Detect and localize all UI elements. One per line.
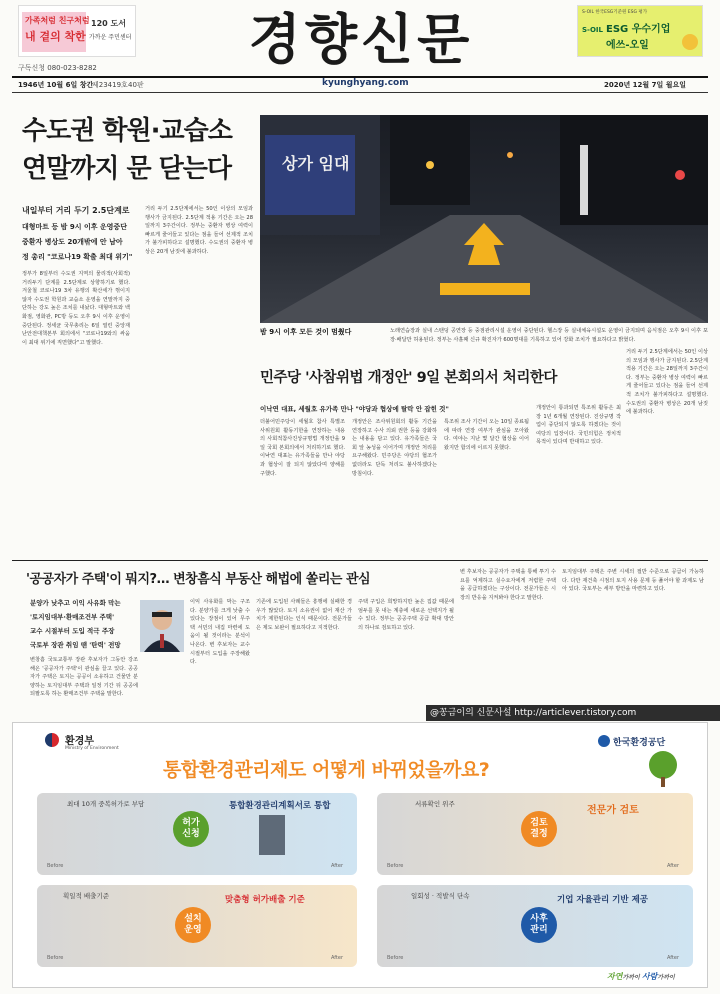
pill-3: 설치 운영	[175, 907, 211, 943]
issue-number: 제23419호	[92, 81, 128, 89]
after-4-title: 기업 자율관리 기반 제공	[557, 895, 648, 905]
env-ad-headline: 통합환경관리제도 어떻게 바뀌었을까요?	[163, 759, 490, 781]
story2-col1: 더불어민주당이 세월호 참사 특별조사위원회 활동기한을 연장하는 내용의 사회적참사진상규명법 개정안을 9일 국회 본회의에서 처리하기로 했다. 이낙연 대표는 유가족들을 만나 야당과 협상이 잘 되지 않았다며 양해를 구했다.	[260, 419, 345, 477]
street-night-illustration	[260, 115, 708, 323]
lead-headline-1: 수도권 학원·교습소	[22, 116, 232, 146]
pill-2: 검토 결정	[521, 811, 557, 847]
website-url[interactable]: kyunghyang.com	[322, 78, 409, 88]
story2-col5: 거리 두기 2.5단계에서는 50인 이상의 모임과 행사가 금지된다. 2.5단계 적용 기간은 오는 28일까지 3주간이다. 정부는 중환자 병상 여력이 빠르게 줄어들고 있다는 점을 들어 선제적 조치가 불가피하다고 설명했다. 수도권의 중환자 병상은 20개 남짓에 불과하다.	[626, 349, 708, 416]
before-label-3: Before	[47, 955, 64, 961]
story3-col3: 기존에 도입된 사례들은 흥행에 실패한 경우가 많았다. 토지 소유권이 없어 재산 가치가 제한된다는 인식 때문이다. 전문가들은 제도 보완이 필요하다고 지적한다.	[256, 599, 352, 631]
slogan	[607, 971, 675, 982]
environment-ad[interactable]	[12, 722, 708, 988]
soil-logo: S-OIL	[582, 26, 603, 34]
photo-caption: 밤 9시 이후 모든 것이 멈췄다	[260, 328, 352, 336]
pill-1: 허가 신청	[173, 811, 209, 847]
story3-col4: 주택 구입은 희망하지만 높은 집값 때문에 엄두를 못 내는 계층에 새로운 선택지가 될 수 있다. 정부는 공공주택 공급 확대 방안의 하나로 검토하고 있다.	[358, 599, 454, 631]
slogan-3: 사람	[641, 972, 658, 981]
slogan-2: 가까이	[622, 974, 642, 981]
before-label-2: Before	[387, 863, 404, 869]
issue-date: 2020년 12월 7일 월요일	[604, 81, 686, 89]
right-ad-top: S-OIL 한국ESG기준원 ESG 평가	[582, 10, 648, 15]
watermark	[426, 705, 720, 721]
lead-sub-3: 중환자 병상도 20개밖에 안 남아	[22, 238, 123, 246]
ministry-name: 환경부	[65, 736, 94, 747]
after-1-title: 통합환경관리계획서로 통합	[229, 801, 331, 811]
before-2-text: 서류확인 위주	[415, 800, 455, 808]
founded-date: 1946년 10월 6일 창간	[18, 81, 94, 89]
watermark-text: @꽁금이의 신문사설 http://articlever.tistory.com	[430, 708, 637, 718]
before-label-1: Before	[47, 863, 64, 869]
lead-body-col3: 노래연습장과 실내 스탠딩 공연장 등 중점관리시설 운영이 중단된다. 헬스장 등 실내체육시설도 운영이 금지되며 음식점은 오후 9시 이후 포장·배달만 허용된다. 정부는 사흘째 신규 확진자가 600명대를 기록하고 있어 강화 조치가 필요하다고 밝혔다.	[390, 328, 708, 343]
before-label-4: Before	[387, 955, 404, 961]
after-2-title: 전문가 검토	[587, 805, 639, 816]
agency-name: 한국환경공단	[613, 738, 666, 748]
story3-sub-4: 국토부 장관 취임 땐 '탄력' 전망	[30, 641, 121, 649]
story2-col4: 개정안이 통과되면 특조위 활동은 최장 1년 6개월 연장된다. 진상규명 작업이 중단되지 않도록 하겠다는 것이 여당의 입장이다. 국민의힘은 정치적 목적이 있다며 반대하고 있다.	[536, 405, 621, 446]
person-icon	[140, 600, 184, 652]
tree-icon	[649, 751, 677, 779]
after-3-title: 맞춤형 허가배출 기준	[225, 895, 305, 905]
story3-col1: 변창흠 국토교통부 장관 후보자가 그동안 강조해온 '공공자가 주택'이 관심을 끌고 있다. 공공자가 주택은 토지는 공공이 소유하고 건물만 분양하는 토지임대부 주택과 일정 기간 뒤 공공에 되팔도록 하는 환매조건부 주택을 말한다.	[30, 657, 138, 698]
right-ad-brand: 에쓰-오일	[606, 40, 649, 51]
before-1-text: 최대 10개 중복허가로 부담	[67, 800, 145, 808]
lead-headline-2: 연말까지 문 닫는다	[22, 154, 232, 184]
story3-headline: '공공자가 주택'이 뭐지?… 변창흠식 부동산 해법에 쏠리는 관심	[26, 572, 371, 587]
agency-logo-icon	[598, 735, 610, 747]
lead-body-col1: 정부가 8일부터 수도권 지역의 물리적(사회적) 거리두기 단계를 2.5단계로 상향하기로 했다. 겨울철 코로나19 3차 유행의 확산세가 꺾이지 않자 수도권 학원과 교습소 운영을 연말까지 중단하는 강도 높은 조치를 내놨다. 대형마트와 백화점, 영화관, PC방 등도 오후 9시 이후 운영이 중단된다. 정세균 국무총리는 6일 열린 중앙재난안전대책본부 회의에서 "코로나19와의 싸움이 최대 위기에 직면했다"고 말했다.	[22, 271, 130, 346]
story3-col6: 토지임대부 주택은 주변 시세의 절반 수준으로 공급이 가능하다. 다만 재건축 시점의 토지 사용 문제 등 풀어야 할 과제도 남아 있다. 국토부는 세부 방안을 마련하고 있다.	[562, 569, 704, 593]
building-icon	[259, 815, 285, 855]
lead-sub-1: 내일부터 거리 두기 2.5단계로	[22, 206, 130, 215]
edition-pages: 40판	[128, 81, 144, 89]
newspaper-masthead: 경향신문	[248, 7, 474, 71]
lead-photo	[260, 115, 708, 323]
after-label-3: After	[331, 955, 344, 961]
left-top-ad[interactable]	[18, 5, 136, 57]
tree-trunk	[661, 777, 665, 787]
subscription-phone: 구독신청 080-023-8282	[18, 64, 97, 72]
left-ad-line1: 가족처럼 친구처럼	[25, 16, 90, 25]
lead-sub-4: 정 총리 "코로나19 확출 최대 위기"	[22, 253, 133, 261]
after-label-2: After	[667, 863, 680, 869]
slogan-1: 자연	[607, 972, 623, 981]
mascot-icon	[682, 34, 698, 50]
story3-sub-1: 분양가 낮추고 이익 사유화 막는	[30, 599, 121, 607]
left-ad-line3: 120 도서	[91, 19, 126, 28]
left-ad-line4: 가까운 주민센터	[89, 34, 132, 41]
after-label-4: After	[667, 955, 680, 961]
lead-body-col2: 거리 두기 2.5단계에서는 50인 이상의 모임과 행사가 금지된다. 2.5단계 적용 기간은 오는 28일까지 3주간이다. 정부는 중환자 병상 여력이 빠르게 줄어들고 있다는 점을 들어 선제적 조치가 불가피하다고 설명했다. 수도권의 중환자 병상은 20개 남짓에 불과하다.	[145, 206, 253, 255]
left-ad-line2: 내 곁의 착한	[25, 30, 86, 43]
story2-headline: 민주당 '사참위법 개정안' 9일 본회의서 처리한다	[260, 370, 557, 386]
story3-col2: 이익 사유화를 막는 구조다. 분양가를 크게 낮출 수 있다는 장점이 있어 무주택 서민의 내집 마련에 도움이 될 것이라는 분석이 나온다. 변 후보자는 교수 시절부터 도입을 주장해왔다.	[190, 599, 250, 666]
story2-col2: 개정안은 조사위원회의 활동 기간을 연장하고 수사 의뢰 권한 등을 강화하는 내용을 담고 있다. 유가족들은 국회 앞 농성을 이어가며 개정안 처리를 요구해왔다. 민주당은 야당의 협조가 없더라도 단독 처리도 불사하겠다는 방침이다.	[352, 419, 437, 477]
right-top-ad[interactable]	[577, 5, 703, 57]
ministry-name-en: Ministry of Environment	[65, 746, 119, 751]
after-label-1: After	[331, 863, 344, 869]
lead-sub-2: 대형마트 등 밤 9시 이후 운영중단	[22, 223, 127, 231]
photo-sign: 상가 임대	[282, 154, 350, 173]
story3-sub-2: '토지임대부·환매조건부 주택'	[30, 613, 115, 621]
story3-col5: 변 후보자는 공공자가 주택을 통해 투기 수요를 억제하고 실수요자에게 저렴한 주택을 공급하겠다는 구상이다. 전문가들은 시장의 반응을 지켜봐야 한다고 말한다.	[460, 569, 556, 601]
official-portrait	[140, 600, 184, 652]
story3-sub-3: 교수 시절부터 도입 적극 주장	[30, 627, 115, 635]
slogan-4: 가까이	[657, 974, 675, 981]
right-ad-tag: ESG 우수기업	[606, 24, 671, 35]
pill-4: 사후 관리	[521, 907, 557, 943]
before-4-text: 일회성 · 적발식 단속	[411, 892, 470, 900]
before-3-text: 획일적 배출기준	[63, 892, 110, 900]
story2-sub: 이낙연 대표, 세월호 유가족 만나 "야당과 협상에 탈락 안 잡힌 것"	[260, 405, 449, 413]
ministry-logo-icon	[45, 733, 59, 747]
story2-col3: 특조위 조사 기간이 오는 10일 종료됨에 따라 연장 여부가 관심을 모아왔다. 여야는 지난 몇 달간 협상을 이어왔지만 합의에 이르지 못했다.	[444, 419, 529, 451]
